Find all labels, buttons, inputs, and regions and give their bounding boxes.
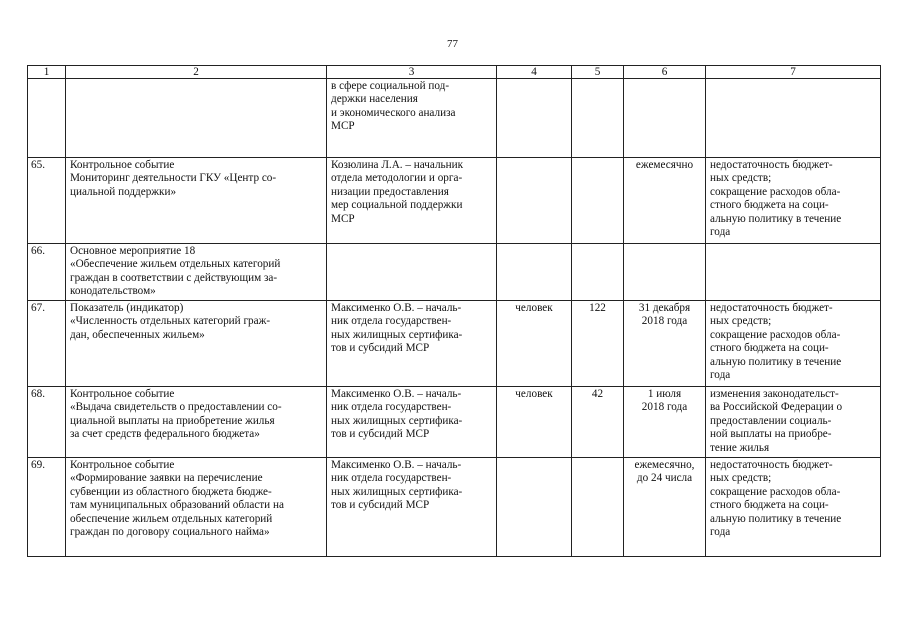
cell-line: Контрольное событие <box>70 159 175 171</box>
column-header: 3 <box>327 66 497 79</box>
cell-line: держки населения <box>331 93 418 106</box>
row-number: 66. <box>28 244 66 301</box>
unit-of-measure <box>497 79 572 158</box>
table-row <box>28 244 881 301</box>
column-header: 2 <box>66 66 327 79</box>
cell-line: стного бюджета на соци- <box>710 499 829 512</box>
cell-line: Контрольное событие <box>70 459 175 471</box>
cell-line: мер социальной поддержки <box>331 199 463 212</box>
cell-line: циальной поддержки» <box>70 185 177 198</box>
deadline <box>624 158 706 244</box>
risks <box>706 158 881 244</box>
cell-line: ва Российской Федерации о <box>710 401 843 414</box>
cell-line: низации предоставления <box>331 185 449 198</box>
deadline <box>624 387 706 458</box>
row-number: 69. <box>28 458 66 557</box>
cell-line: недостаточность бюджет- <box>710 302 833 314</box>
cell-line: «Выдача свидетельств о предоставлении со- <box>70 401 282 414</box>
cell-line: ной выплаты на приобре- <box>710 428 832 441</box>
activity-name <box>66 244 327 301</box>
cell-line: тение жилья <box>710 441 770 454</box>
cell-line: ных жилищных сертифика- <box>331 414 463 427</box>
risks <box>706 458 881 557</box>
cell-line: субвенции из областного бюджета бюдже- <box>70 485 272 498</box>
cell-line: граждан в соответствии с действующим за- <box>70 271 278 284</box>
table-row <box>28 387 881 458</box>
unit-of-measure <box>497 158 572 244</box>
cell-line: и экономического анализа <box>331 106 456 119</box>
risks <box>706 79 881 158</box>
cell-line: ник отдела государствен- <box>331 401 452 414</box>
cell-line: до 24 числа <box>636 472 693 485</box>
cell-line: ных средств; <box>710 172 772 185</box>
cell-line: ежемесячно, <box>634 459 695 471</box>
cell-line: ник отдела государствен- <box>331 315 452 328</box>
cell-line: в сфере социальной под- <box>331 80 450 92</box>
row-number: 68. <box>28 387 66 458</box>
table-row <box>28 301 881 387</box>
cell-line: Максименко О.В. – началь- <box>331 388 462 400</box>
cell-line: стного бюджета на соци- <box>710 342 829 355</box>
cell-line: дан, обеспеченных жильем» <box>70 328 205 341</box>
page-number: 77 <box>447 38 458 50</box>
activities-table <box>27 65 881 557</box>
activity-name <box>66 79 327 158</box>
cell-line: Показатель (индикатор) <box>70 302 184 314</box>
cell-line: стного бюджета на соци- <box>710 199 829 212</box>
cell-line: сокращение расходов обла- <box>710 185 841 198</box>
unit-of-measure: человек <box>497 387 572 458</box>
cell-line: «Обеспечение жильем отдельных категорий <box>70 258 281 271</box>
cell-line: граждан по договору социального найма» <box>70 526 270 539</box>
cell-line: ник отдела государствен- <box>331 472 452 485</box>
activity-name <box>66 458 327 557</box>
deadline <box>624 79 706 158</box>
column-header: 4 <box>497 66 572 79</box>
cell-line: альную политику в течение <box>710 355 842 368</box>
cell-line: сокращение расходов обла- <box>710 485 841 498</box>
cell-line: года <box>710 226 731 239</box>
deadline <box>624 244 706 301</box>
deadline <box>624 301 706 387</box>
column-header: 7 <box>706 66 881 79</box>
unit-of-measure <box>497 244 572 301</box>
cell-line: там муниципальных образований области на <box>70 499 284 512</box>
cell-line: МСР <box>331 120 355 133</box>
cell-line: МСР <box>331 212 355 225</box>
cell-line: 2018 года <box>641 315 688 328</box>
row-number: 65. <box>28 158 66 244</box>
cell-line: предоставлении социаль- <box>710 414 832 427</box>
cell-line: «Формирование заявки на перечисление <box>70 472 263 485</box>
column-header: 5 <box>572 66 624 79</box>
responsible-person <box>327 244 497 301</box>
cell-line: ных жилищных сертифика- <box>331 485 463 498</box>
responsible-person <box>327 79 497 158</box>
risks <box>706 301 881 387</box>
cell-line: Контрольное событие <box>70 388 175 400</box>
table-row <box>28 79 881 158</box>
cell-line: недостаточность бюджет- <box>710 459 833 471</box>
cell-line: изменения законодательст- <box>710 388 839 400</box>
cell-line: недостаточность бюджет- <box>710 159 833 171</box>
cell-line: ежемесячно <box>635 159 694 171</box>
row-number: 67. <box>28 301 66 387</box>
target-value <box>572 158 624 244</box>
cell-line: сокращение расходов обла- <box>710 328 841 341</box>
cell-line: 31 декабря <box>638 302 691 314</box>
target-value <box>572 79 624 158</box>
cell-line: конодательством» <box>70 285 156 298</box>
cell-line: 1 июля <box>647 388 682 400</box>
cell-line: тов и субсидий МСР <box>331 428 430 441</box>
cell-line: альную политику в течение <box>710 212 842 225</box>
cell-line: Основное мероприятие 18 <box>70 245 196 257</box>
row-number <box>28 79 66 158</box>
cell-line: года <box>710 526 731 539</box>
cell-line: тов и субсидий МСР <box>331 342 430 355</box>
cell-line: Мониторинг деятельности ГКУ «Центр со- <box>70 172 277 185</box>
unit-of-measure <box>497 458 572 557</box>
activity-name <box>66 158 327 244</box>
cell-line: ных жилищных сертифика- <box>331 328 463 341</box>
responsible-person <box>327 387 497 458</box>
responsible-person <box>327 158 497 244</box>
responsible-person <box>327 458 497 557</box>
target-value: 122 <box>572 301 624 387</box>
deadline <box>624 458 706 557</box>
cell-line: года <box>710 369 731 382</box>
table-row <box>28 158 881 244</box>
target-value: 42 <box>572 387 624 458</box>
table-header-row <box>28 66 881 79</box>
risks <box>706 244 881 301</box>
activity-name <box>66 301 327 387</box>
risks <box>706 387 881 458</box>
cell-line: Козюлина Л.А. – начальник <box>331 159 464 171</box>
cell-line: ных средств; <box>710 315 772 328</box>
cell-line: ных средств; <box>710 472 772 485</box>
cell-line: обеспечение жильем отдельных категорий <box>70 512 273 525</box>
cell-line: альную политику в течение <box>710 512 842 525</box>
target-value <box>572 244 624 301</box>
column-header: 6 <box>624 66 706 79</box>
cell-line: «Численность отдельных категорий граж- <box>70 315 271 328</box>
cell-line: циальной выплаты на приобретение жилья <box>70 414 275 427</box>
cell-line: 2018 года <box>641 401 688 414</box>
target-value <box>572 458 624 557</box>
table-row <box>28 458 881 557</box>
cell-line: за счет средств федерального бюджета» <box>70 428 260 441</box>
cell-line: Максименко О.В. – началь- <box>331 302 462 314</box>
activity-name <box>66 387 327 458</box>
responsible-person <box>327 301 497 387</box>
cell-line: Максименко О.В. – началь- <box>331 459 462 471</box>
cell-line: тов и субсидий МСР <box>331 499 430 512</box>
cell-line: отдела методологии и орга- <box>331 172 463 185</box>
unit-of-measure: человек <box>497 301 572 387</box>
column-header: 1 <box>28 66 66 79</box>
